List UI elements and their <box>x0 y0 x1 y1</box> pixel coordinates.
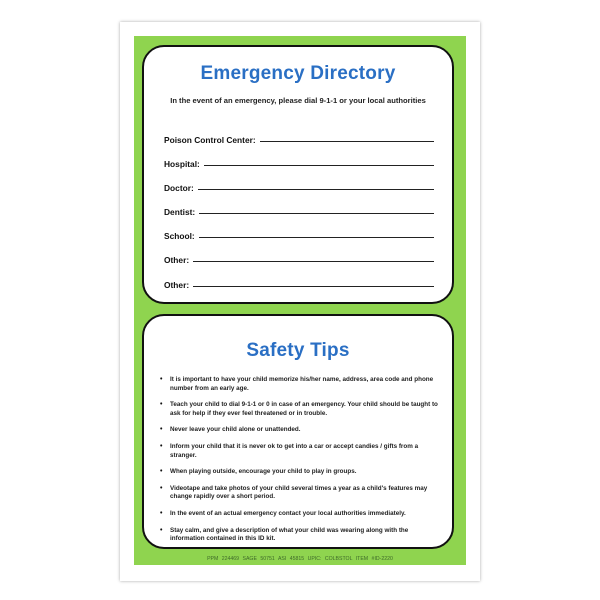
field-label: Hospital: <box>164 159 200 169</box>
green-background <box>134 36 466 565</box>
tip-text: Teach your child to dial 9-1-1 or 0 in case of an emergency. Your child should be taught to ask for help if they ever feel threatened or in trouble. <box>170 401 438 417</box>
emergency-card-sheet <box>120 22 480 581</box>
bullet-icon: • <box>160 484 163 492</box>
field-label: Doctor: <box>164 183 194 193</box>
tip-text: It is important to have your child memorize his/her name, address, area code and phone number from an early age. <box>170 376 434 392</box>
product-codes-footer: PPM 224469 SAGE 50751 ASI 45815 UPIC: COLBSTOL ITEM #ID-2220 <box>207 556 393 562</box>
field-other-1 <box>164 253 434 265</box>
tip-text: In the event of an actual emergency contact your local authorities immediately. <box>170 509 406 517</box>
emergency-directory-panel <box>142 45 454 304</box>
list-item <box>160 510 438 519</box>
bullet-icon: • <box>160 376 163 383</box>
field-label: Other: <box>164 280 190 290</box>
field-other-2 <box>164 278 434 290</box>
list-item <box>160 443 438 460</box>
field-doctor <box>164 181 434 193</box>
list-item <box>160 426 438 435</box>
list-item <box>160 376 438 393</box>
write-in-line <box>199 213 434 214</box>
tip-text: Stay calm, and give a description of what your child was wearing along with the information contained in this ID kit. <box>170 526 409 543</box>
write-in-line <box>204 165 434 166</box>
list-item <box>160 527 438 544</box>
list-item <box>160 468 438 477</box>
emergency-directory-title: Emergency Directory <box>200 63 396 84</box>
bullet-icon: • <box>160 442 163 450</box>
tip-text: Videotape and take photos of your child several times a year as a child's features may change rapidly over a short period. <box>170 484 428 501</box>
list-item <box>160 401 438 418</box>
tip-text: When playing outside, encourage your child to play in groups. <box>170 468 357 476</box>
field-dentist <box>164 205 434 217</box>
field-label: Dentist: <box>164 207 196 217</box>
bullet-icon: • <box>160 468 163 476</box>
field-school <box>164 229 434 241</box>
safety-tips-panel <box>142 314 454 549</box>
emergency-intro-text: In the event of an emergency, please dial 9-1-1 or your local authorities <box>170 96 426 105</box>
tip-text: Never leave your child alone or unattended. <box>170 426 301 434</box>
write-in-line <box>198 189 434 190</box>
bullet-icon: • <box>160 401 163 409</box>
safety-tips-list <box>160 376 438 552</box>
safety-tips-title: Safety Tips <box>246 340 350 361</box>
tip-text: Inform your child that it is never ok to get into a car or accept candies / gifts from a stranger. <box>170 442 419 459</box>
field-label: School: <box>164 231 195 241</box>
write-in-line <box>260 141 434 142</box>
write-in-line <box>193 286 434 287</box>
write-in-line <box>193 261 434 262</box>
field-label: Poison Control Center: <box>164 135 256 145</box>
bullet-icon: • <box>160 509 163 517</box>
field-label: Other: <box>164 255 190 265</box>
field-hospital <box>164 157 434 169</box>
field-poison-control <box>164 133 434 145</box>
write-in-line <box>199 237 434 238</box>
bullet-icon: • <box>160 526 163 534</box>
list-item <box>160 485 438 502</box>
bullet-icon: • <box>160 426 163 434</box>
